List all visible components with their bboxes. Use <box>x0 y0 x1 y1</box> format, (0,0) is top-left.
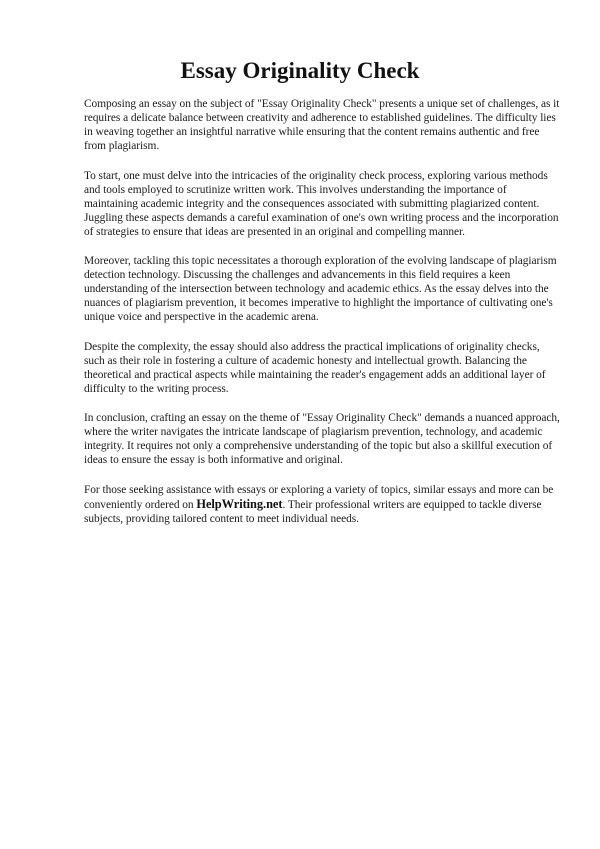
closing-text-after: . Their professional writers are equipped to tackle diverse subjects, providing tailored content to meet individual needs. <box>84 498 542 525</box>
closing-text-before: For those seeking assistance with essays or exploring a variety of topics, similar essays and more can be conveniently ordered on <box>84 483 554 511</box>
paragraph-intro: Composing an essay on the subject of "Essay Originality Check" presents a unique set of challenges, as it requires a delicate balance between creativity and adherence to established guidelines. The difficulty lies in weaving together an insightful narrative while ensuring that the content remains authentic and free from plagiarism. <box>84 98 560 152</box>
paragraph-technology: Moreover, tackling this topic necessitates a thorough exploration of the evolving landscape of plagiarism detection technology. Discussing the challenges and advancements in this field requires a keen understanding of the intersection between technology and academic ethics. As the essay delves into the nuances of plagiarism prevention, it becomes imperative to highlight the importance of cultivating one's unique voice and perspective in the academic arena. <box>84 255 557 323</box>
document-body <box>84 97 560 541</box>
paragraph-closing <box>84 483 560 526</box>
brand-name: HelpWriting.net <box>196 496 283 511</box>
paragraph-process: To start, one must delve into the intricacies of the originality check process, exploring various methods and tools employed to scrutinize written work. This involves understanding the importance of maintaining academic integrity and the consequences associated with submitting plagiarized content. Juggling these aspects demands a careful examination of one's own writing process and the incorporation of strategies to ensure that ideas are presented in an original and compelling manner. <box>84 169 559 238</box>
page-title: Essay Originality Check <box>180 58 420 83</box>
paragraph-conclusion: In conclusion, crafting an essay on the theme of "Essay Originality Check" demands a nuanced approach, where the writer navigates the intricate landscape of plagiarism prevention, technology, and academic integrity. It requires not only a comprehensive understanding of the topic but also a skillful execution of ideas to ensure the essay is both informative and original. <box>84 412 560 466</box>
paragraph-implications: Despite the complexity, the essay should also address the practical implications of originality checks, such as their role in fostering a culture of academic honesty and intellectual growth. Balancing the theoretical and practical aspects while maintaining the reader's engagement adds an additional layer of difficulty to the writing process. <box>84 340 546 395</box>
